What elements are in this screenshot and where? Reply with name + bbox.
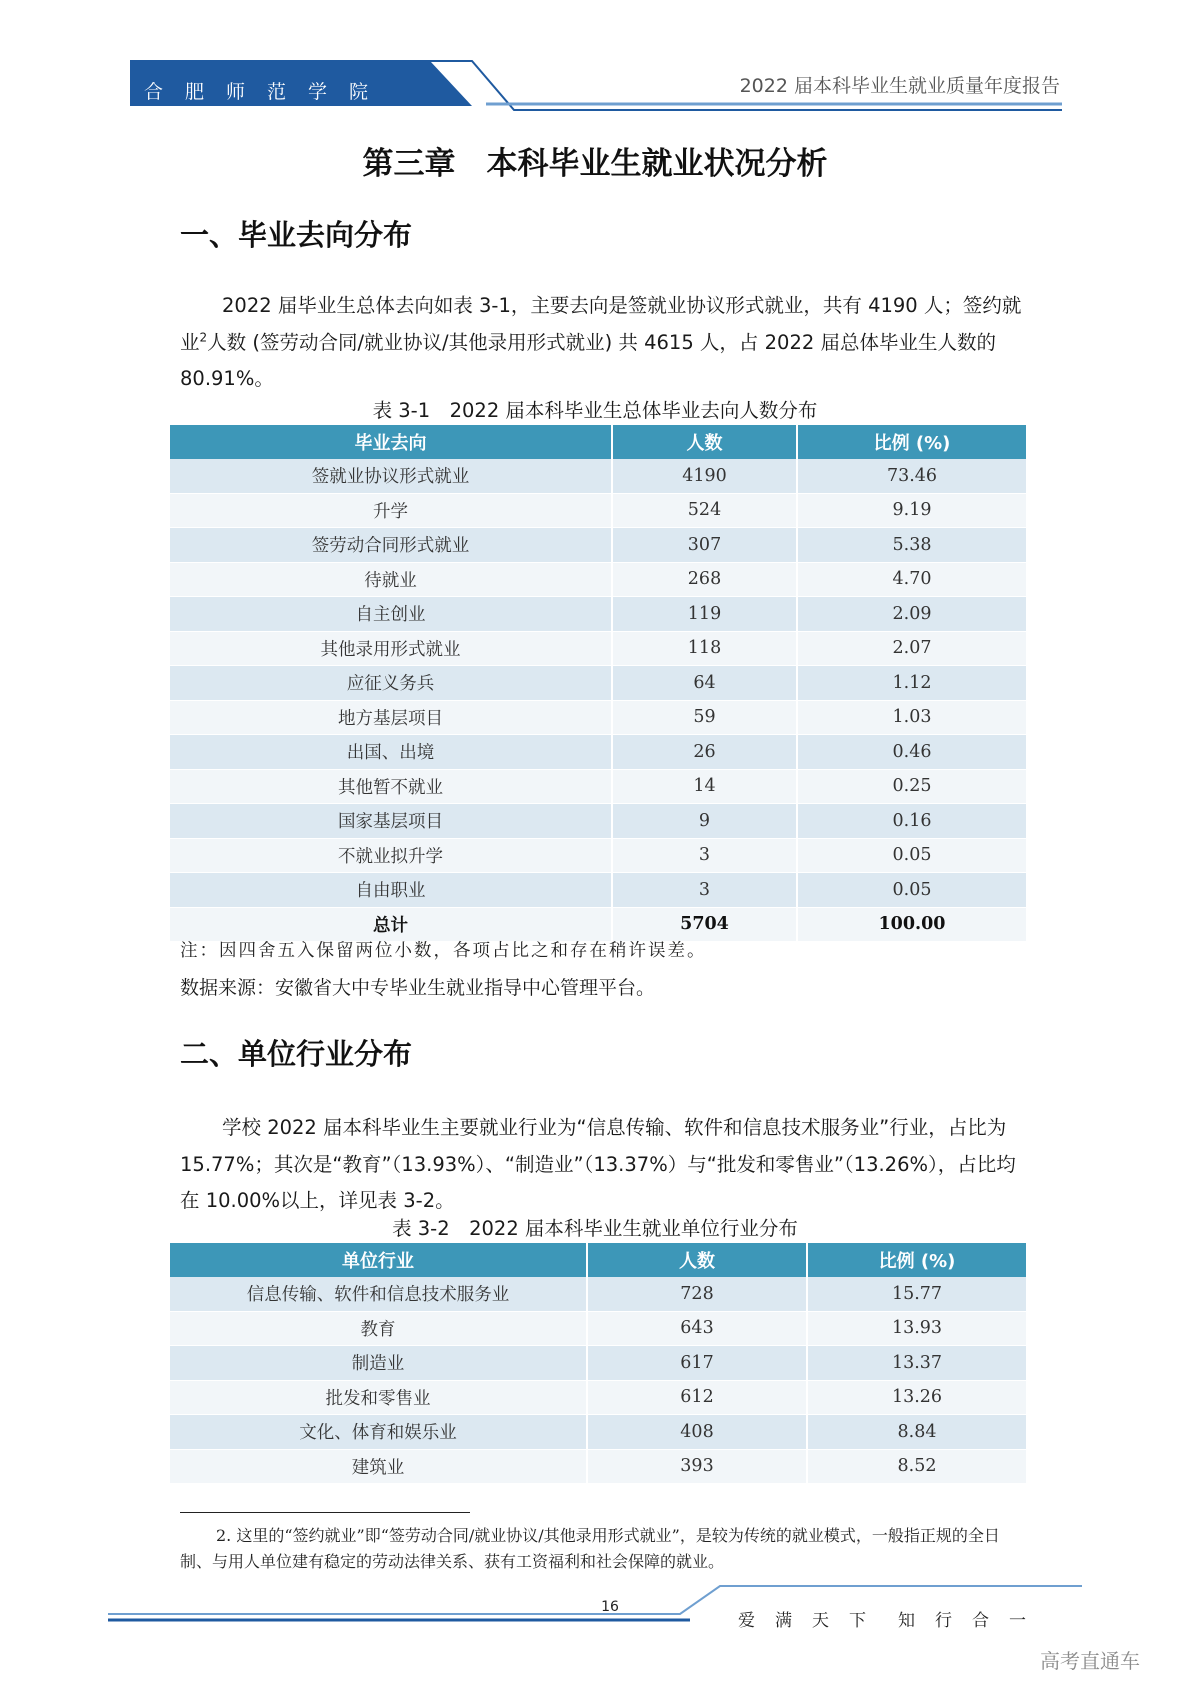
cell-ratio: 2.07	[797, 631, 1026, 666]
cell-ratio: 15.77	[807, 1277, 1026, 1311]
motto-part-2: 知行合一	[898, 1611, 1046, 1631]
table-caption-3-2: 表 3-2 2022 届本科毕业生就业单位行业分布	[392, 1217, 798, 1240]
cell-count: 119	[612, 597, 797, 632]
cell-ratio: 9.19	[797, 493, 1026, 528]
cell-ratio: 0.05	[797, 873, 1026, 908]
table-row	[170, 700, 1026, 735]
cell-count: 59	[612, 700, 797, 735]
section-heading-industry: 二、单位行业分布	[180, 1037, 413, 1071]
cell-count: 617	[587, 1346, 807, 1381]
watermark: 高考直通车	[1040, 1649, 1140, 1673]
col-header-industry: 单位行业	[170, 1243, 587, 1277]
section-heading-destination: 一、毕业去向分布	[180, 218, 413, 252]
cell-destination: 应征义务兵	[170, 666, 612, 701]
col-header-destination: 毕业去向	[170, 425, 612, 459]
page-number: 16	[601, 1599, 619, 1615]
cell-industry: 信息传输、软件和信息技术服务业	[170, 1277, 587, 1311]
cell-count: 14	[612, 769, 797, 804]
cell-ratio: 0.46	[797, 735, 1026, 770]
cell-ratio: 0.05	[797, 838, 1026, 873]
cell-total-count: 5704	[612, 907, 797, 942]
table-row	[170, 631, 1026, 666]
table-row	[170, 562, 1026, 597]
table-row	[170, 1277, 1026, 1311]
col-header-ratio: 比例 (%)	[807, 1243, 1026, 1277]
cell-ratio: 13.26	[807, 1380, 1026, 1415]
cell-industry: 建筑业	[170, 1449, 587, 1484]
table-row	[170, 597, 1026, 632]
cell-destination: 升学	[170, 493, 612, 528]
paragraph-industry: 学校 2022 届本科毕业生主要就业行业为“信息传输、软件和信息技术服务业”行业，占比为 15.77%；其次是“教育”（13.93%）、“制造业”（13.37%）与“批发和零售业”（13.26%），占比均在 10.00%以上，详见表 3-2。	[180, 1116, 1016, 1212]
cell-count: 393	[587, 1449, 807, 1484]
chapter-title: 第三章 本科毕业生就业状况分析	[362, 146, 828, 182]
table-row	[170, 1380, 1026, 1415]
table-row	[170, 838, 1026, 873]
cell-total-ratio: 100.00	[797, 907, 1026, 942]
table-row	[170, 493, 1026, 528]
col-header-count: 人数	[587, 1243, 807, 1277]
destination-table	[170, 425, 1026, 942]
cell-ratio: 4.70	[797, 562, 1026, 597]
cell-ratio: 73.46	[797, 459, 1026, 493]
table-row	[170, 804, 1026, 839]
cell-destination: 国家基层项目	[170, 804, 612, 839]
table-row	[170, 666, 1026, 701]
table-header-row	[170, 425, 1026, 459]
cell-destination: 不就业拟升学	[170, 838, 612, 873]
table-total-row	[170, 907, 1026, 942]
cell-count: 64	[612, 666, 797, 701]
footnote-divider	[180, 1512, 470, 1513]
footnote-ref: 2	[199, 330, 208, 344]
cell-destination: 待就业	[170, 562, 612, 597]
table-row	[170, 1346, 1026, 1381]
cell-industry: 批发和零售业	[170, 1380, 587, 1415]
cell-ratio: 0.25	[797, 769, 1026, 804]
table-row	[170, 735, 1026, 770]
industry-table	[170, 1243, 1026, 1484]
cell-destination: 其他录用形式就业	[170, 631, 612, 666]
cell-destination: 出国、出境	[170, 735, 612, 770]
cell-ratio: 5.38	[797, 528, 1026, 563]
table-row	[170, 769, 1026, 804]
cell-industry: 教育	[170, 1311, 587, 1346]
table-header-row	[170, 1243, 1026, 1277]
cell-count: 524	[612, 493, 797, 528]
col-header-count: 人数	[612, 425, 797, 459]
cell-industry: 文化、体育和娱乐业	[170, 1415, 587, 1450]
cell-industry: 制造业	[170, 1346, 587, 1381]
footnote: 2. 这里的“签约就业”即“签劳动合同/就业协议/其他录用形式就业”，是较为传统的就业模式，一般指正规的全日制、与用人单位建有稳定的劳动法律关系、获有工资福利和社会保障的就业。	[180, 1526, 1000, 1571]
cell-ratio: 8.52	[807, 1449, 1026, 1484]
table-row	[170, 1449, 1026, 1484]
footer-motto	[738, 1610, 1046, 1632]
table-row	[170, 873, 1026, 908]
cell-destination: 其他暂不就业	[170, 769, 612, 804]
cell-count: 4190	[612, 459, 797, 493]
paragraph-text-cont: 人数 (签劳动合同/就业协议/其他录用形式就业) 共 4615 人，占 2022 届总体毕业生人数的 80.91%。	[180, 330, 996, 390]
paragraph-text: 2022 届毕业生总体去向如表 3-1，主要去向是签就业协议形式就业，共有 4190 人；签约就业	[180, 294, 1022, 354]
data-source: 数据来源：安徽省大中专毕业生就业指导中心管理平台。	[180, 977, 656, 999]
cell-destination: 地方基层项目	[170, 700, 612, 735]
header-report-title: 2022 届本科毕业生就业质量年度报告	[739, 75, 1060, 97]
header-school-name: 合肥师范学院	[144, 81, 391, 103]
cell-destination: 签劳动合同形式就业	[170, 528, 612, 563]
cell-count: 3	[612, 873, 797, 908]
cell-ratio: 8.84	[807, 1415, 1026, 1450]
cell-ratio: 13.37	[807, 1346, 1026, 1381]
cell-count: 408	[587, 1415, 807, 1450]
cell-count: 612	[587, 1380, 807, 1415]
paragraph-destination	[180, 288, 1035, 398]
cell-total-label: 总计	[170, 907, 612, 942]
cell-ratio: 13.93	[807, 1311, 1026, 1346]
motto-part-1: 爱满天下	[738, 1611, 886, 1631]
cell-count: 268	[612, 562, 797, 597]
cell-destination: 自由职业	[170, 873, 612, 908]
cell-destination: 自主创业	[170, 597, 612, 632]
table-row	[170, 1415, 1026, 1450]
cell-count: 728	[587, 1277, 807, 1311]
table-note: 注：因四舍五入保留两位小数，各项占比之和存在稍许误差。	[180, 941, 707, 961]
cell-ratio: 2.09	[797, 597, 1026, 632]
cell-ratio: 0.16	[797, 804, 1026, 839]
table-row	[170, 528, 1026, 563]
cell-count: 643	[587, 1311, 807, 1346]
cell-count: 9	[612, 804, 797, 839]
cell-count: 118	[612, 631, 797, 666]
cell-ratio: 1.03	[797, 700, 1026, 735]
cell-count: 26	[612, 735, 797, 770]
cell-destination: 签就业协议形式就业	[170, 459, 612, 493]
cell-count: 307	[612, 528, 797, 563]
table-row	[170, 1311, 1026, 1346]
cell-count: 3	[612, 838, 797, 873]
table-caption-3-1: 表 3-1 2022 届本科毕业生总体毕业去向人数分布	[372, 399, 818, 422]
cell-ratio: 1.12	[797, 666, 1026, 701]
table-row	[170, 459, 1026, 493]
col-header-ratio: 比例 (%)	[797, 425, 1026, 459]
